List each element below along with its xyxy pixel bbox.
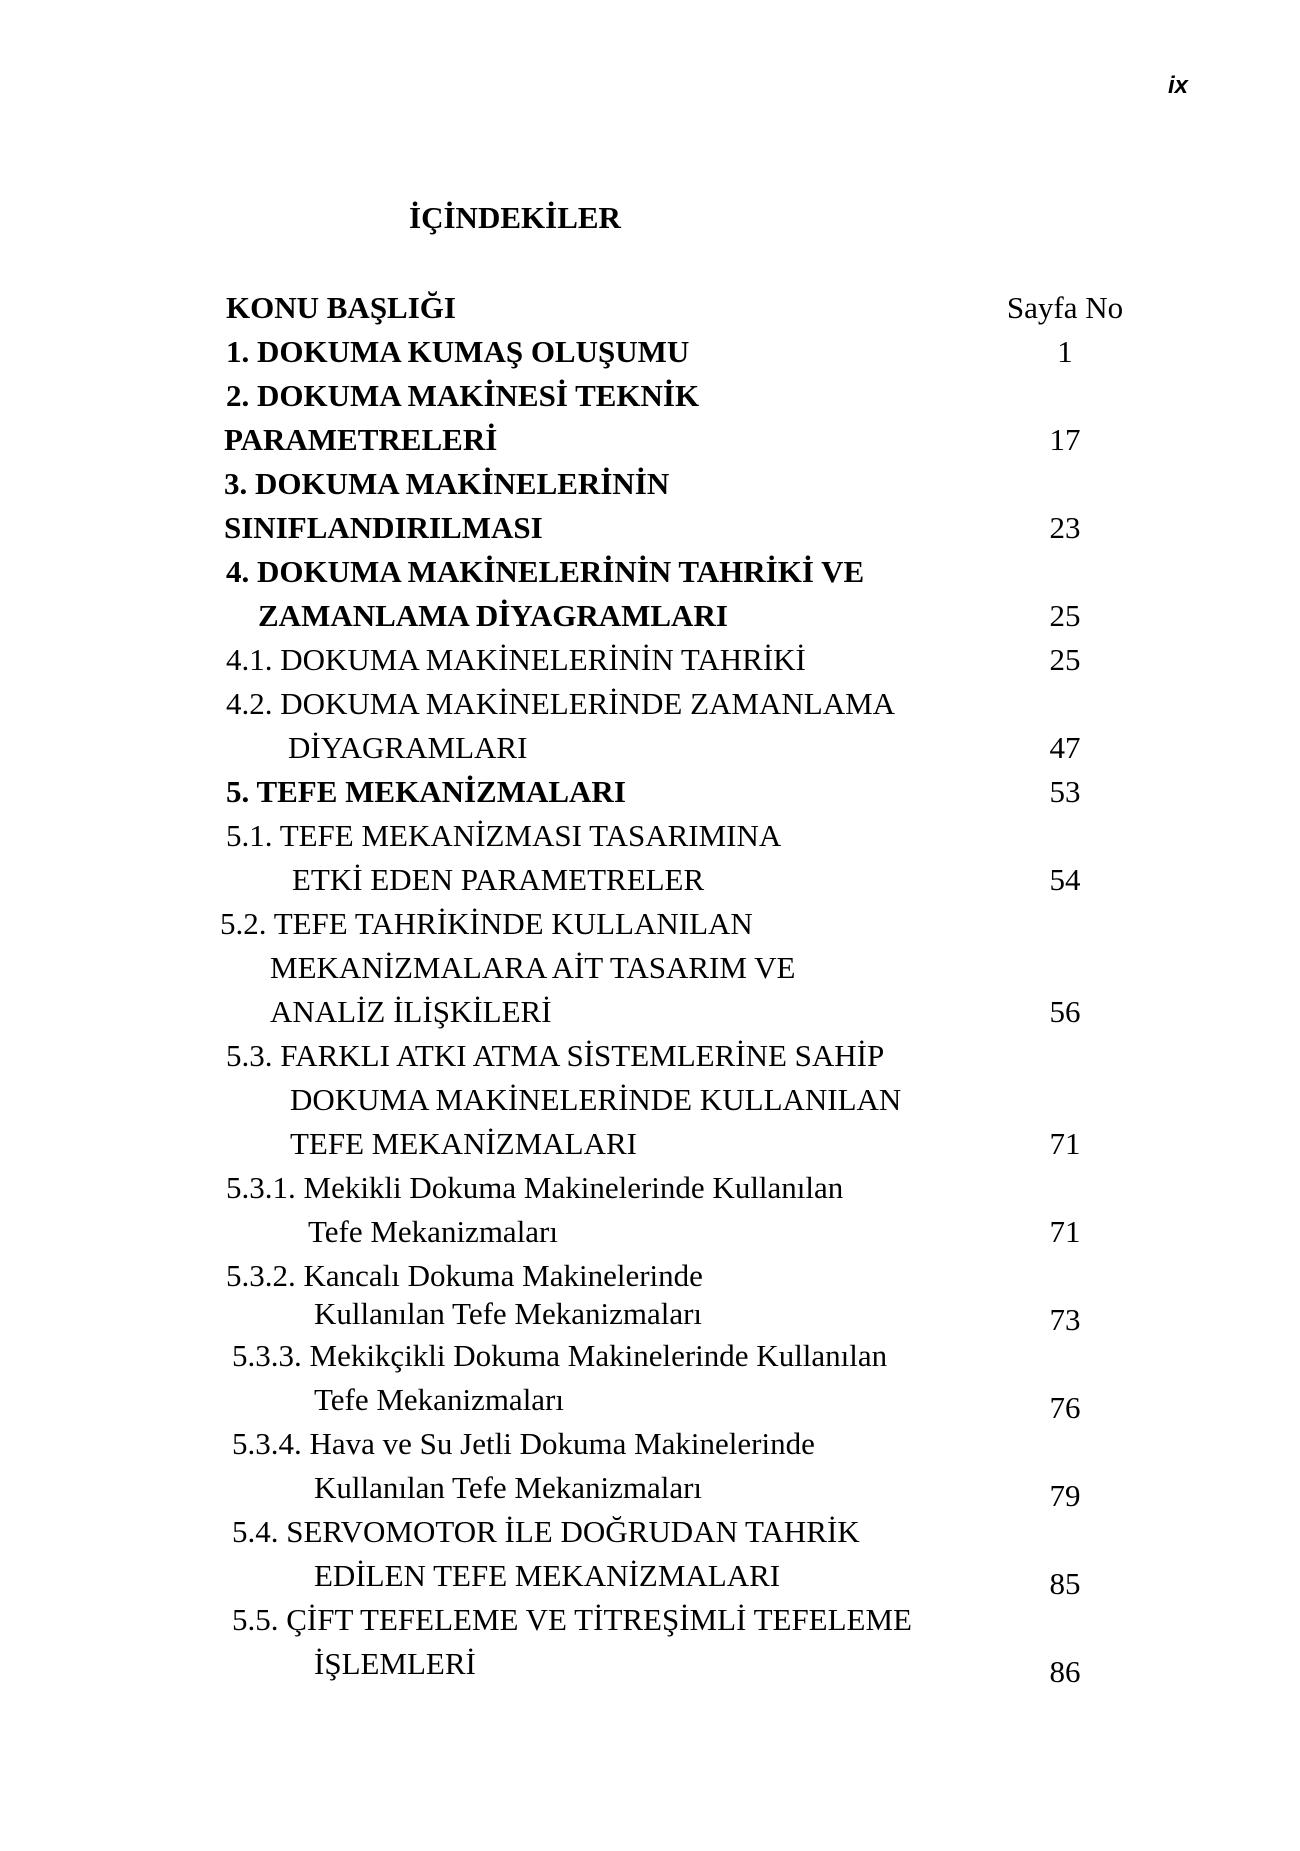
toc-entry-page: 17 xyxy=(1049,422,1081,457)
toc-entry-text: 3. DOKUMA MAKİNELERİNİN xyxy=(224,466,670,501)
toc-entry-text: 5. TEFE MEKANİZMALARI xyxy=(226,774,626,809)
toc-entry-page: 71 xyxy=(1049,1126,1081,1161)
toc-entry-text: ANALİZ İLİŞKİLERİ xyxy=(270,994,552,1029)
toc-entry-text: 4.2. DOKUMA MAKİNELERİNDE ZAMANLAMA xyxy=(226,686,896,721)
toc-entry-text: Tefe Mekanizmaları xyxy=(308,1214,558,1249)
toc-entry-page: 85 xyxy=(1049,1566,1081,1601)
toc-entry-page: 53 xyxy=(1049,774,1081,809)
toc-entry-page: 76 xyxy=(1049,1390,1081,1425)
toc-entry-text: 5.2. TEFE TAHRİKİNDE KULLANILAN xyxy=(220,906,753,941)
toc-entry-text: 5.3. FARKLI ATKI ATMA SİSTEMLERİNE SAHİP xyxy=(226,1038,885,1073)
toc-entry-text: 5.3.1. Mekikli Dokuma Makinelerinde Kullanılan xyxy=(226,1170,844,1205)
toc-entry-text: MEKANİZMALARA AİT TASARIM VE xyxy=(270,950,796,985)
toc-entry-page: 1 xyxy=(1057,334,1073,369)
toc-entry-page: 56 xyxy=(1049,994,1081,1029)
toc-entry-page: 71 xyxy=(1049,1214,1081,1249)
toc-entry-text: ETKİ EDEN PARAMETRELER xyxy=(292,862,705,897)
toc-entry-page: 25 xyxy=(1049,642,1081,677)
toc-entry-text: DOKUMA MAKİNELERİNDE KULLANILAN xyxy=(290,1082,902,1117)
toc-entry-text: SINIFLANDIRILMASI xyxy=(224,510,543,545)
toc-entry-text: 5.4. SERVOMOTOR İLE DOĞRUDAN TAHRİK xyxy=(232,1514,860,1549)
toc-entry-text: PARAMETRELERİ xyxy=(224,422,498,457)
toc-entry-page: 79 xyxy=(1049,1478,1081,1513)
toc-entry-text: 4. DOKUMA MAKİNELERİNİN TAHRİKİ VE xyxy=(226,554,865,589)
page-title: İÇİNDEKİLER xyxy=(409,200,621,235)
toc-entry-text: TEFE MEKANİZMALARI xyxy=(290,1126,637,1161)
subject-column-header: KONU BAŞLIĞI xyxy=(226,290,456,325)
toc-entry-text: 5.3.2. Kancalı Dokuma Makinelerinde xyxy=(226,1258,703,1293)
toc-entry-text: 5.5. ÇİFT TEFELEME VE TİTREŞİMLİ TEFELEME xyxy=(232,1602,912,1637)
toc-entry-text: İŞLEMLERİ xyxy=(314,1646,476,1681)
page-number: ix xyxy=(1168,72,1189,99)
toc-entry-text: 4.1. DOKUMA MAKİNELERİNİN TAHRİKİ xyxy=(226,642,806,677)
toc-entry-page: 25 xyxy=(1049,598,1081,633)
toc-entry-text: DİYAGRAMLARI xyxy=(288,730,528,765)
toc-entry-text: Tefe Mekanizmaları xyxy=(314,1382,564,1417)
toc-entry-text: Kullanılan Tefe Mekanizmaları xyxy=(314,1296,703,1331)
toc-entry-text: 5.3.3. Mekikçikli Dokuma Makinelerinde Kullanılan xyxy=(232,1338,888,1373)
toc-entry-text: 5.1. TEFE MEKANİZMASI TASARIMINA xyxy=(226,818,782,853)
toc-entry-page: 86 xyxy=(1049,1654,1081,1689)
toc-entry-page: 54 xyxy=(1049,862,1081,897)
toc-entry-text: EDİLEN TEFE MEKANİZMALARI xyxy=(314,1558,781,1593)
page-column-header: Sayfa No xyxy=(1006,290,1124,325)
toc-entry-page: 23 xyxy=(1049,510,1081,545)
toc-entry-text: ZAMANLAMA DİYAGRAMLARI xyxy=(258,598,728,633)
toc-entry-text: 1. DOKUMA KUMAŞ OLUŞUMU xyxy=(226,334,690,369)
toc-entry-page: 73 xyxy=(1049,1302,1081,1337)
toc-entry-text: 2. DOKUMA MAKİNESİ TEKNİK xyxy=(226,378,700,413)
toc-entry-text: Kullanılan Tefe Mekanizmaları xyxy=(314,1470,703,1505)
toc-entry-page: 47 xyxy=(1049,730,1081,765)
toc-entry-text: 5.3.4. Hava ve Su Jetli Dokuma Makinelerinde xyxy=(232,1426,815,1461)
